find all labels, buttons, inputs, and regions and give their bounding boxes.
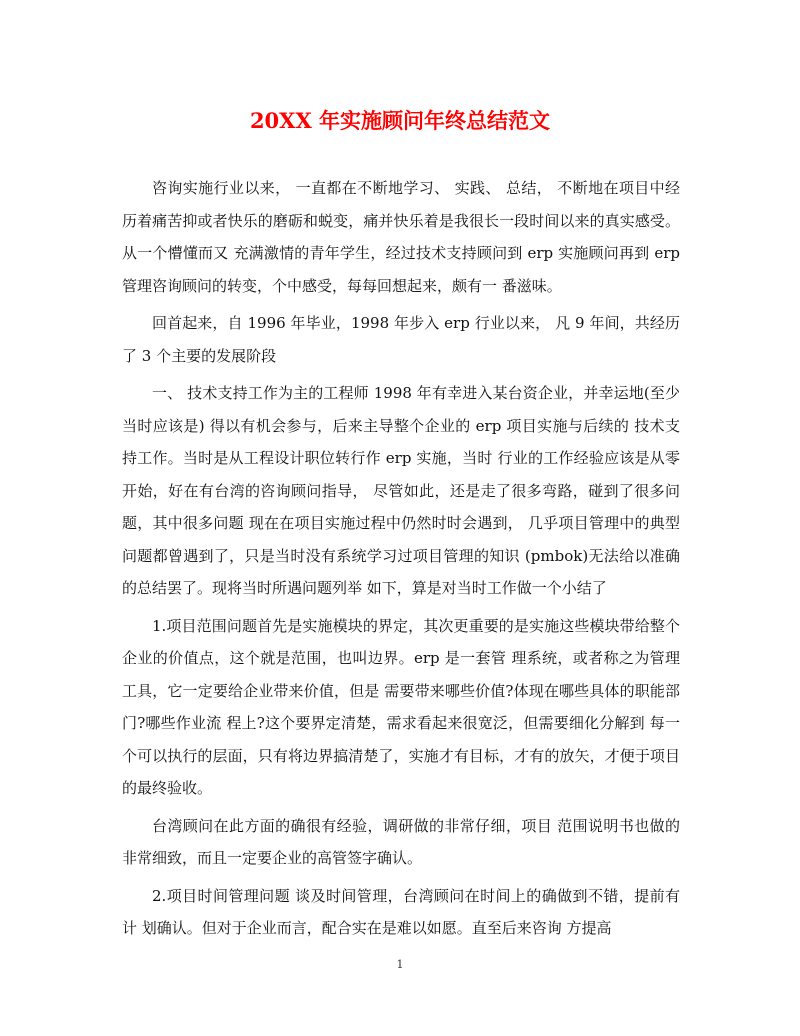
paragraph-taiwan-consultant: 台湾顾问在此方面的确很有经验，调研做的非常仔细，项目 范围说明书也做的非常细致，而且一定要企业的高管签字确认。 [122, 816, 680, 867]
document-title: 20XX 年实施顾问年终总结范文 [249, 108, 551, 133]
paragraph-review: 回首起来，自 1996 年毕业，1998 年步入 erp 行业以来， 凡 9 年间，共经历了 3 个主要的发展阶段 [122, 314, 680, 365]
document-body [122, 172, 680, 950]
paragraph-stage-one: 一、 技术支持工作为主的工程师 1998 年有幸进入某台资企业，并幸运地(至少当时应该是) 得以有机会参与，后来主导整个企业的 erp 项目实施与后续的 技术支持工作。当时是从工程设计职位转行作 erp 实施，当时 行业的工作经验应该是从零开始，好在有台湾的咨询顾问指导， 尽管如此，还是走了很多弯路，碰到了很多问题，其中很多问题 现在在项目实施过程中仍然时时会遇到， 几乎项目管理中的典型 问题都曾遇到了，只是当时没有系统学习过项目管理的知识 (pmbok)无法给以准确的总结罢了。现将当时所遇问题列举 如下，算是对当时工作做一个小结了 [122, 384, 680, 597]
page-number: 1 [396, 958, 404, 971]
paragraph-intro: 咨询实施行业以来， 一直都在不断地学习、 实践、 总结， 不断地在项目中经历着痛苦抑或者快乐的磨砺和蜕变，痛并快乐着是我很长一段时间以来的真实感受。从一个懵懂而又 充满激情的青年学生，经过技术支持顾问到 erp 实施顾问再到 erp 管理咨询顾问的转变，个中感受，每每回想起来，颇有一 番滋味。 [122, 179, 680, 295]
paragraph-scope-issue: 1.项目范围问题首先是实施模块的界定，其次更重要的是实施这些模块带给整个企业的价值点，这个就是范围，也叫边界。erp 是一套管 理系统，或者称之为管理工具，它一定要给企业带来价值，但是 需要带来哪些价值?体现在哪些具体的职能部门?哪些作业流 程上?这个要界定清楚，需求看起来很宽泛，但需要细化分解到 每一个可以执行的层面，只有将边界搞清楚了，实施才有目标，才有的放矢，才便于项目的最终验收。 [122, 616, 680, 797]
paragraph-time-management: 2.项目时间管理问题 谈及时间管理，台湾顾问在时间上的确做到不错，提前有计 划确认。但对于企业而言，配合实在是难以如愿。直至后来咨询 方提高 [122, 886, 680, 937]
